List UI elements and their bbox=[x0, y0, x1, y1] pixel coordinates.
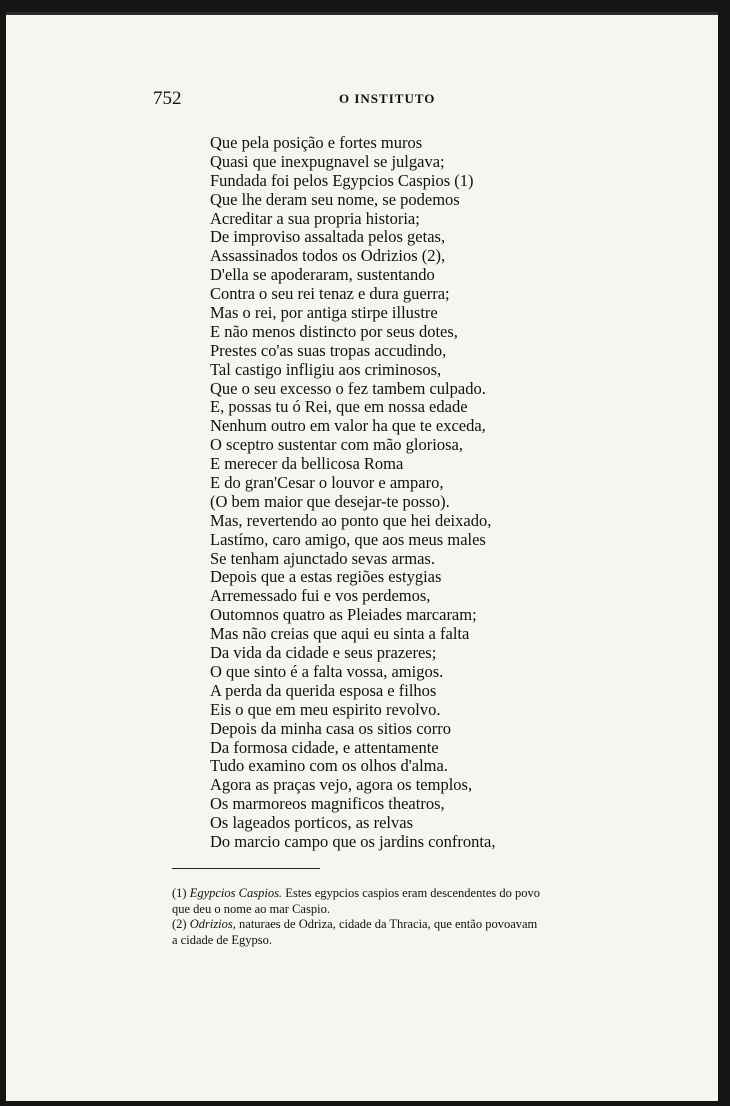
poem-line: Contra o seu rei tenaz e dura guerra; bbox=[210, 284, 450, 304]
poem-line: Tal castigo infligiu aos criminosos, bbox=[210, 359, 442, 379]
poem-line: Tudo examino com os olhos d'alma. bbox=[210, 756, 448, 776]
poem-line: (O bem maior que desejar-te posso). bbox=[210, 491, 450, 511]
poem-line: O que sinto é a falta vossa, amigos. bbox=[210, 661, 444, 681]
poem-line: De improviso assaltada pelos getas, bbox=[210, 227, 446, 247]
poem-line: Mas o rei, por antiga stirpe illustre bbox=[210, 303, 438, 323]
poem-line: Do marcio campo que os jardins confronta, bbox=[210, 831, 496, 851]
poem-line: Que o seu excesso o fez tambem culpado. bbox=[210, 378, 486, 398]
poem-line: Depois da minha casa os sitios corro bbox=[210, 718, 452, 738]
footnote-text-continued: que deu o nome ao mar Caspio. bbox=[172, 901, 330, 916]
poem-line: E do gran'Cesar o louvor e amparo, bbox=[210, 473, 444, 493]
poem-line: Acreditar a sua propria historia; bbox=[210, 208, 420, 228]
poem-text bbox=[210, 134, 590, 852]
poem-line: E, possas tu ó Rei, que em nossa edade bbox=[210, 397, 468, 417]
page-header bbox=[153, 88, 603, 112]
footnotes bbox=[172, 886, 642, 948]
footnote-term: Odrizios, bbox=[189, 917, 236, 931]
poem-line: Mas não creias que aqui eu sinta a falta bbox=[210, 624, 470, 644]
poem-line: Prestes co'as suas tropas accudindo, bbox=[210, 340, 447, 360]
poem-line: A perda da querida esposa e filhos bbox=[210, 680, 437, 700]
poem-line: Que lhe deram seu nome, se podemos bbox=[210, 189, 460, 209]
poem-line: Depois que a estas regiões estygias bbox=[210, 567, 442, 587]
footnote-marker: (1) bbox=[172, 886, 187, 900]
running-title: O INSTITUTO bbox=[339, 91, 436, 106]
footnote-2 bbox=[172, 917, 642, 948]
poem-line: E merecer da bellicosa Roma bbox=[210, 454, 404, 474]
footnote-text: Estes egypcios caspios eram descendentes do povo bbox=[282, 886, 540, 900]
page-number: 752 bbox=[153, 88, 182, 109]
poem-line: Assassinados todos os Odrizios (2), bbox=[210, 246, 446, 266]
poem-line: Que pela posição e fortes muros bbox=[210, 133, 423, 152]
poem-line: E não menos distincto por seus dotes, bbox=[210, 321, 458, 341]
poem-line: Fundada foi pelos Egypcios Caspios (1) bbox=[210, 170, 474, 190]
poem-line: Os lageados porticos, as relvas bbox=[210, 813, 413, 833]
poem-line: Mas, revertendo ao ponto que hei deixado, bbox=[210, 510, 492, 530]
footnote-text: naturaes de Odriza, cidade da Thracia, que então povoavam bbox=[235, 917, 538, 931]
poem-line: O sceptro sustentar com mão gloriosa, bbox=[210, 435, 463, 455]
poem-line: Outomnos quatro as Pleiades marcaram; bbox=[210, 605, 477, 625]
poem-line: Da vida da cidade e seus prazeres; bbox=[210, 643, 437, 663]
poem-line: Os marmoreos magnificos theatros, bbox=[210, 794, 445, 814]
footnote-text-continued: a cidade de Egypso. bbox=[172, 932, 272, 947]
poem-line: Arremessado fui e vos perdemos, bbox=[210, 586, 431, 606]
footnote-1 bbox=[172, 886, 642, 917]
poem-line: Nenhum outro em valor ha que te exceda, bbox=[210, 416, 486, 436]
poem-line: Se tenham ajunctado sevas armas. bbox=[210, 548, 435, 568]
poem-line: Lastímo, caro amigo, que aos meus males bbox=[210, 529, 486, 549]
footnote-marker: (2) bbox=[172, 917, 187, 931]
footnote-divider bbox=[172, 868, 320, 869]
poem-line: Quasi que inexpugnavel se julgava; bbox=[210, 151, 445, 171]
poem-line: Eis o que em meu espirito revolvo. bbox=[210, 699, 441, 719]
poem-line: Da formosa cidade, e attentamente bbox=[210, 737, 439, 757]
poem-line: Agora as praças vejo, agora os templos, bbox=[210, 775, 473, 795]
footnote-term: Egypcios Caspios. bbox=[189, 886, 283, 900]
poem-line: D'ella se apoderaram, sustentando bbox=[210, 265, 435, 285]
